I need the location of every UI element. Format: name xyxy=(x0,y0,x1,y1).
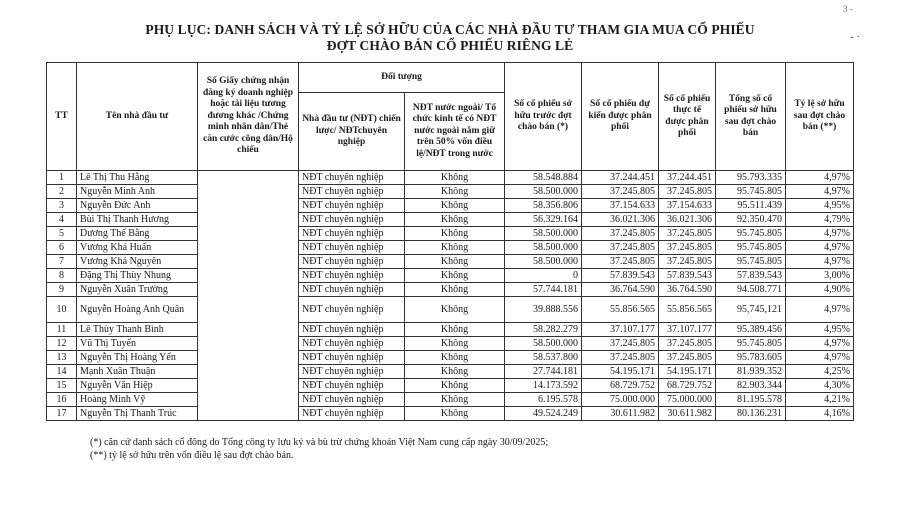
investor-table xyxy=(46,62,854,421)
row-shares-actual: 36.764.590 xyxy=(659,283,716,297)
row-shares-before: 58.500.000 xyxy=(505,337,582,351)
row-shares-planned: 57.839.543 xyxy=(582,269,659,283)
row-type: NĐT chuyên nghiệp xyxy=(299,269,405,283)
table-row xyxy=(47,393,854,407)
row-investor-name: Nguyễn Minh Anh xyxy=(77,185,198,199)
row-shares-before: 39.888.556 xyxy=(505,297,582,323)
header-shares-planned: Số cổ phiếu dự kiến được phân phối xyxy=(582,63,659,171)
table-row xyxy=(47,213,854,227)
row-tt: 7 xyxy=(47,255,77,269)
row-foreign: Không xyxy=(405,241,505,255)
row-foreign: Không xyxy=(405,379,505,393)
header-target-foreign: NĐT nước ngoài/ Tổ chức kinh tế có NĐT nước ngoài nắm giữ trên 50% vốn điều lệ/NĐT trong nước xyxy=(405,93,505,171)
row-type: NĐT chuyên nghiệp xyxy=(299,283,405,297)
row-shares-planned: 68.729.752 xyxy=(582,379,659,393)
row-shares-actual: 30.611.982 xyxy=(659,407,716,421)
row-tt: 4 xyxy=(47,213,77,227)
table-row xyxy=(47,241,854,255)
row-shares-after: 95.511.439 xyxy=(716,199,786,213)
row-shares-actual: 37.245.805 xyxy=(659,351,716,365)
row-shares-before: 58.500.000 xyxy=(505,185,582,199)
row-shares-before: 58.500.000 xyxy=(505,227,582,241)
row-ratio: 4,30% xyxy=(786,379,854,393)
row-investor-name: Dương Thế Bằng xyxy=(77,227,198,241)
row-ratio: 4,79% xyxy=(786,213,854,227)
row-foreign: Không xyxy=(405,171,505,185)
row-investor-name: Mạnh Xuân Thuận xyxy=(77,365,198,379)
row-tt: 17 xyxy=(47,407,77,421)
row-shares-planned: 37.245.805 xyxy=(582,351,659,365)
row-shares-actual: 37.245.805 xyxy=(659,241,716,255)
header-shares-actual: Số cổ phiếu thực tế được phân phối xyxy=(659,63,716,171)
row-investor-name: Nguyễn Thị Thanh Trúc xyxy=(77,407,198,421)
header-id-document: Số Giấy chứng nhận đăng ký doanh nghiệp hoặc tài liệu tương đương khác /Chứng minh nhân dân/Thẻ căn cước công dân/Hộ chiếu xyxy=(198,63,299,171)
row-tt: 11 xyxy=(47,323,77,337)
row-shares-planned: 37.245.805 xyxy=(582,241,659,255)
table-row xyxy=(47,323,854,337)
row-shares-before: 58.548.884 xyxy=(505,171,582,185)
row-investor-name: Lê Thùy Thanh Bình xyxy=(77,323,198,337)
row-shares-before: 58.537.800 xyxy=(505,351,582,365)
row-ratio: 4,97% xyxy=(786,185,854,199)
row-ratio: 4,21% xyxy=(786,393,854,407)
row-investor-name: Nguyễn Văn Hiệp xyxy=(77,379,198,393)
header-shares-before: Số cổ phiếu sở hữu trước đợt chào bán (*) xyxy=(505,63,582,171)
row-foreign: Không xyxy=(405,407,505,421)
row-tt: 6 xyxy=(47,241,77,255)
row-ratio: 4,25% xyxy=(786,365,854,379)
row-type: NĐT chuyên nghiệp xyxy=(299,323,405,337)
row-shares-planned: 37.154.633 xyxy=(582,199,659,213)
row-tt: 5 xyxy=(47,227,77,241)
table-row xyxy=(47,379,854,393)
row-shares-after: 92.350.470 xyxy=(716,213,786,227)
row-shares-after: 95.745.805 xyxy=(716,255,786,269)
row-shares-before: 27.744.181 xyxy=(505,365,582,379)
corner-mark: 3 - xyxy=(843,4,853,14)
row-shares-actual: 37.245.805 xyxy=(659,337,716,351)
table-row xyxy=(47,297,854,323)
row-shares-before: 58.500.000 xyxy=(505,255,582,269)
row-shares-after: 95.793.335 xyxy=(716,171,786,185)
table-row xyxy=(47,283,854,297)
row-shares-actual: 57.839.543 xyxy=(659,269,716,283)
table-row xyxy=(47,365,854,379)
header-shares-after: Tổng số cổ phiếu sở hữu sau đợt chào bán xyxy=(716,63,786,171)
row-ratio: 4,97% xyxy=(786,337,854,351)
row-type: NĐT chuyên nghiệp xyxy=(299,393,405,407)
row-shares-planned: 37.244.451 xyxy=(582,171,659,185)
row-shares-after: 82.903.344 xyxy=(716,379,786,393)
row-shares-before: 58.282.279 xyxy=(505,323,582,337)
row-ratio: 4,95% xyxy=(786,323,854,337)
header-target-professional: Nhà đầu tư (NĐT) chiến lược/ NĐTchuyên nghiệp xyxy=(299,93,405,171)
row-shares-actual: 37.245.805 xyxy=(659,185,716,199)
footnote-1: (*) căn cứ danh sách cổ đông do Tổng công ty lưu ký và bù trừ chứng khoán Việt Nam cung cấp ngày 30/09/2025; xyxy=(90,437,549,448)
row-ratio: 4,97% xyxy=(786,351,854,365)
header-tt: TT xyxy=(47,63,77,171)
row-foreign: Không xyxy=(405,269,505,283)
row-investor-name: Nguyễn Xuân Trường xyxy=(77,283,198,297)
row-foreign: Không xyxy=(405,185,505,199)
row-type: NĐT chuyên nghiệp xyxy=(299,199,405,213)
row-shares-before: 58.356.806 xyxy=(505,199,582,213)
row-shares-planned: 37.245.805 xyxy=(582,255,659,269)
row-foreign: Không xyxy=(405,283,505,297)
row-tt: 9 xyxy=(47,283,77,297)
row-type: NĐT chuyên nghiệp xyxy=(299,407,405,421)
row-shares-before: 14.173.592 xyxy=(505,379,582,393)
row-shares-after: 81.939.352 xyxy=(716,365,786,379)
row-ratio: 4,97% xyxy=(786,297,854,323)
row-shares-actual: 55.856.565 xyxy=(659,297,716,323)
table-row xyxy=(47,255,854,269)
row-type: NĐT chuyên nghiệp xyxy=(299,337,405,351)
row-shares-planned: 36.764.590 xyxy=(582,283,659,297)
table-row xyxy=(47,337,854,351)
row-shares-actual: 37.107.177 xyxy=(659,323,716,337)
header-target: Đối tượng xyxy=(299,63,505,93)
row-tt: 15 xyxy=(47,379,77,393)
row-shares-after: 95.745.805 xyxy=(716,185,786,199)
row-tt: 16 xyxy=(47,393,77,407)
row-ratio: 3,00% xyxy=(786,269,854,283)
row-shares-before: 0 xyxy=(505,269,582,283)
row-tt: 2 xyxy=(47,185,77,199)
document-title-line-2: ĐỢT CHÀO BÁN CỔ PHIẾU RIÊNG LẺ xyxy=(326,38,574,53)
footnote-2: (**) tỷ lệ sở hữu trên vốn điều lệ sau đợt chào bán. xyxy=(90,449,294,461)
row-foreign: Không xyxy=(405,213,505,227)
row-investor-name: Hoàng Minh Vỹ xyxy=(77,393,198,407)
row-ratio: 4,97% xyxy=(786,171,854,185)
row-shares-after: 57.839.543 xyxy=(716,269,786,283)
row-shares-actual: 37.245.805 xyxy=(659,227,716,241)
row-ratio: 4,95% xyxy=(786,199,854,213)
row-foreign: Không xyxy=(405,351,505,365)
row-shares-planned: 55.856.565 xyxy=(582,297,659,323)
row-type: NĐT chuyên nghiệp xyxy=(299,185,405,199)
row-id-document xyxy=(198,171,299,421)
row-shares-after: 95,745,121 xyxy=(716,297,786,323)
row-tt: 10 xyxy=(47,297,77,323)
row-type: NĐT chuyên nghiệp xyxy=(299,365,405,379)
row-shares-before: 49.524.249 xyxy=(505,407,582,421)
header-ratio-after: Tỷ lệ sở hữu sau đợt chào bán (**) xyxy=(786,63,854,171)
row-foreign: Không xyxy=(405,323,505,337)
row-shares-actual: 37.245.805 xyxy=(659,255,716,269)
table-row xyxy=(47,269,854,283)
row-ratio: 4,16% xyxy=(786,407,854,421)
row-type: NĐT chuyên nghiệp xyxy=(299,379,405,393)
row-type: NĐT chuyên nghiệp xyxy=(299,213,405,227)
header-investor-name: Tên nhà đầu tư xyxy=(77,63,198,171)
row-shares-after: 80.136.231 xyxy=(716,407,786,421)
row-type: NĐT chuyên nghiệp xyxy=(299,241,405,255)
row-ratio: 4,97% xyxy=(786,241,854,255)
row-foreign: Không xyxy=(405,297,505,323)
row-foreign: Không xyxy=(405,393,505,407)
row-shares-after: 95.389.456 xyxy=(716,323,786,337)
row-shares-actual: 37.244.451 xyxy=(659,171,716,185)
row-tt: 8 xyxy=(47,269,77,283)
row-shares-before: 56.329.164 xyxy=(505,213,582,227)
row-shares-actual: 75.000.000 xyxy=(659,393,716,407)
table-row xyxy=(47,227,854,241)
row-tt: 12 xyxy=(47,337,77,351)
corner-mark: - · xyxy=(850,31,861,43)
row-foreign: Không xyxy=(405,227,505,241)
row-investor-name: Lê Thị Thu Hằng xyxy=(77,171,198,185)
row-ratio: 4,90% xyxy=(786,283,854,297)
row-investor-name: Vũ Thị Tuyến xyxy=(77,337,198,351)
row-shares-after: 95.745.805 xyxy=(716,227,786,241)
row-investor-name: Nguyễn Đức Anh xyxy=(77,199,198,213)
row-shares-after: 95.745.805 xyxy=(716,241,786,255)
row-shares-after: 95.745.805 xyxy=(716,337,786,351)
row-foreign: Không xyxy=(405,255,505,269)
row-shares-planned: 36.021.306 xyxy=(582,213,659,227)
row-shares-planned: 37.245.805 xyxy=(582,227,659,241)
document-title-line-1: PHỤ LỤC: DANH SÁCH VÀ TỶ LỆ SỞ HỮU CỦA CÁC NHÀ ĐẦU TƯ THAM GIA MUA CỔ PHIẾU xyxy=(145,22,755,37)
row-foreign: Không xyxy=(405,337,505,351)
row-type: NĐT chuyên nghiệp xyxy=(299,351,405,365)
row-tt: 13 xyxy=(47,351,77,365)
row-investor-name: Bùi Thị Thanh Hương xyxy=(77,213,198,227)
table-row xyxy=(47,407,854,421)
row-shares-before: 57.744.181 xyxy=(505,283,582,297)
table-row xyxy=(47,199,854,213)
row-shares-before: 58.500.000 xyxy=(505,241,582,255)
row-tt: 14 xyxy=(47,365,77,379)
row-shares-planned: 37.245.805 xyxy=(582,185,659,199)
row-shares-actual: 54.195.171 xyxy=(659,365,716,379)
row-shares-planned: 54.195.171 xyxy=(582,365,659,379)
row-type: NĐT chuyên nghiệp xyxy=(299,227,405,241)
table-row xyxy=(47,185,854,199)
row-ratio: 4,97% xyxy=(786,227,854,241)
row-shares-after: 94.508.771 xyxy=(716,283,786,297)
row-ratio: 4,97% xyxy=(786,255,854,269)
row-investor-name: Nguyễn Hoàng Anh Quân xyxy=(77,297,198,323)
row-shares-after: 95.783.605 xyxy=(716,351,786,365)
row-shares-before: 6.195.578 xyxy=(505,393,582,407)
row-foreign: Không xyxy=(405,199,505,213)
row-type: NĐT chuyên nghiệp xyxy=(299,255,405,269)
row-type: NĐT chuyên nghiệp xyxy=(299,297,405,323)
row-investor-name: Vương Khả Nguyên xyxy=(77,255,198,269)
table-row xyxy=(47,171,854,185)
row-shares-planned: 37.107.177 xyxy=(582,323,659,337)
row-shares-planned: 30.611.982 xyxy=(582,407,659,421)
row-shares-after: 81.195.578 xyxy=(716,393,786,407)
footnotes xyxy=(90,437,548,462)
row-shares-planned: 75.000.000 xyxy=(582,393,659,407)
row-shares-actual: 68.729.752 xyxy=(659,379,716,393)
row-investor-name: Đặng Thị Thùy Nhung xyxy=(77,269,198,283)
row-type: NĐT chuyên nghiệp xyxy=(299,171,405,185)
row-shares-actual: 37.154.633 xyxy=(659,199,716,213)
row-tt: 3 xyxy=(47,199,77,213)
row-investor-name: Vương Khả Huấn xyxy=(77,241,198,255)
row-investor-name: Nguyễn Thị Hoàng Yến xyxy=(77,351,198,365)
row-shares-actual: 36.021.306 xyxy=(659,213,716,227)
table-row xyxy=(47,351,854,365)
row-tt: 1 xyxy=(47,171,77,185)
row-foreign: Không xyxy=(405,365,505,379)
row-shares-planned: 37.245.805 xyxy=(582,337,659,351)
